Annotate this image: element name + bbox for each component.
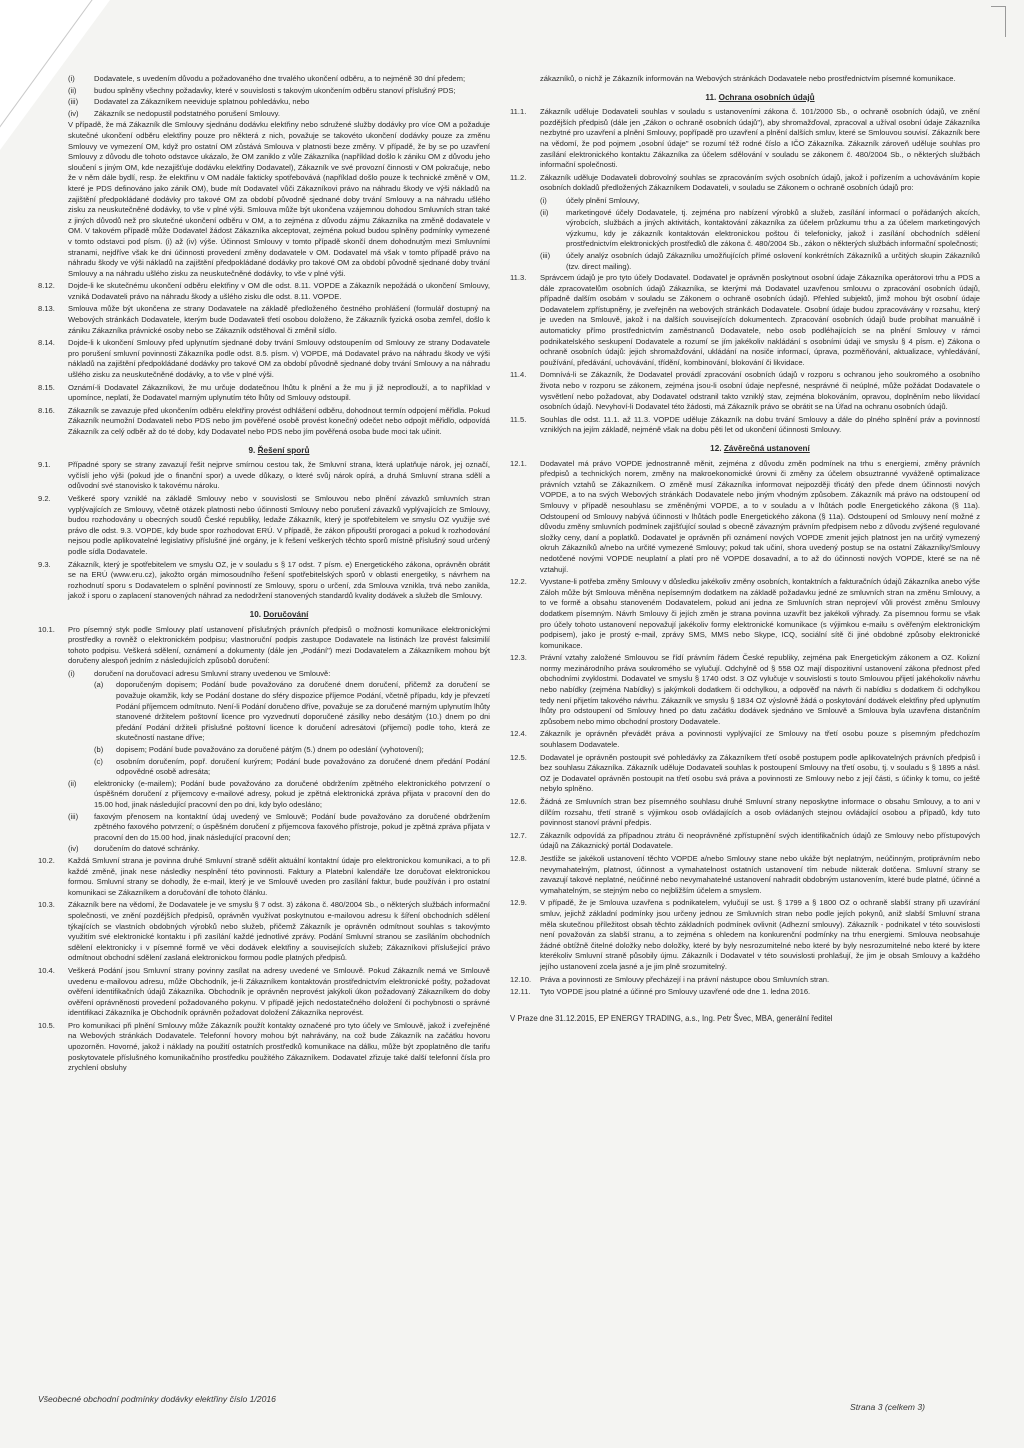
clause-text: doručení na doručovací adresu Smluvní strany uvedenou ve Smlouvě: xyxy=(94,668,331,678)
clause-item xyxy=(510,273,980,368)
clause-item xyxy=(38,900,490,964)
condition-item xyxy=(68,97,490,108)
clause-text: Každá Smluvní strana je povinna druhé Smluvní straně sdělit aktuální kontaktní údaje pro elektronickou komunikaci, a to při každé změně, jinak nese následky nesplnění této povinnosti. Faktury a Platební kalendáře lze doručovat elektronickou formou. Smluvní strany se dohodly, že e-mail, který je ve Smlouvě uveden pro zasílání faktur, bude používán i pro ostatní komunikaci se Zákazníkem a doručování dle tohoto článku. xyxy=(68,855,490,897)
section-number: 9. xyxy=(248,445,256,455)
clause-number: 12.10. xyxy=(510,974,532,984)
clause-number: (i) xyxy=(68,668,75,678)
clause-item xyxy=(38,338,490,380)
clause-item xyxy=(38,304,490,336)
clause-item xyxy=(38,281,490,302)
section-number: 12. xyxy=(710,444,722,453)
clause-number: 9.2. xyxy=(38,493,51,503)
clause-text: účely plnění Smlouvy, xyxy=(566,195,640,205)
clause-number: 11.1. xyxy=(510,107,527,117)
clause-number: 10.4. xyxy=(38,965,55,975)
clause-number: 8.14. xyxy=(38,338,55,348)
delivery-method xyxy=(68,779,490,811)
consent-purpose xyxy=(540,196,980,207)
clause-number: 8.16. xyxy=(38,405,55,415)
clause-text: Dojde-li k ukončení Smlouvy před uplynutím sjednané doby trvání Smlouvy odstoupením od Smlouvy ze strany Dodavatele pro porušení smluvní povinnosti Zákazníka podle odst. 8.5. písm. v) VOPDE, má Dodavatel právo na náhradu škody ve výši nákladů na zajištění předpokládané dodávky pro takové OM za období původně sjednané doby trvání Smlouvy a na náhradu ušlého zisku za neuskutečněné dodávky, a to vše v plné výši. xyxy=(68,338,490,380)
clause-number: (iii) xyxy=(540,250,551,260)
clause-text: faxovým přenosem na kontaktní údaj uvedený ve Smlouvě; Podání bude považováno za doručené obdržením zpětného faxového potvrzení; o úspěšném doručení z přijemcova faxového přístroje, pokud je zpětná zpráva přijata v pracovní den do 15.00 hod, jinak následující pracovní den; xyxy=(94,811,490,842)
clause-text: Jestliže se jakékoli ustanovení těchto VOPDE a/nebo Smlouvy stane nebo ukáže být neplatným, neúčinným, protiprávním nebo nevymahatelným, platnost, účinnost a vymahatelnost ostatních ustanovení tím nebude nikterak dotčena. Smluvní strany se zavazují takové neplatné, neúčinné nebo nevymahatelné ustanovení nahradit obdobným ustanovením, které bude platné, účinné a vymahatelným, se stejným nebo co nejbližším účelem a smyslem. xyxy=(540,853,980,895)
clause-number: 12.3. xyxy=(510,653,527,663)
clause-item xyxy=(510,370,980,412)
clause-text: Dodavatele, s uvedením důvodu a požadovaného dne trvalého ukončení odběru, a to nejméně 30 dní předem; xyxy=(94,74,466,83)
clause-number: 12.1. xyxy=(510,458,527,468)
clause-text: Dojde-li ke skutečnému ukončení odběru elektřiny v OM dle odst. 8.11. VOPDE a Zákazník nepožádá o ukončení Smlouvy, vzniká Dodavateli právo na náhradu škody a ušlého zisku dle odst. 8.11. VOPDE. xyxy=(68,281,490,301)
clause-text: účely analýz osobních údajů Zákazníku umožňujících přímé oslovení konkrétních Zákazníků a určitých skupin Zákazníků (tzv. direct mailing). xyxy=(566,250,980,271)
clause-number: 9.1. xyxy=(38,460,51,470)
condition-item xyxy=(68,86,490,97)
section-number: 10. xyxy=(249,609,262,619)
clause-item xyxy=(38,406,490,438)
clause-item xyxy=(510,415,980,436)
clause-item xyxy=(510,797,980,829)
condition-item xyxy=(68,74,490,85)
clause-item xyxy=(38,383,490,404)
clause-text: Dodavatel má právo VOPDE jednostranně měnit, zejména z důvodu změn podmínek na trhu s energiemi, změny právních předpisů a technických norem, změny na makroekonomické úrovni či změny za účelem obsuztranné vyváženě optimalizace právních vztahů se Zákazníkem. O změně musí Zákazníka informovat nejpozději třicátý den přede dnem účinnosti nových VOPDE, a to na svých Webových stránkách Dodavatele nebo jiným vhodným způsobem. Zákazník má právo na odstoupení od Smlouvy v případě nesouhlasu se změněnými VOPDE, a to v souladu a v lhůtách podle Energetického zákona (§ 11a). Odstoupení od Smlouvy nabývá účinnosti v lhůtách podle Energetického zákona (§ 11a). Odstoupení od Smlouvy není možné z důvodu změny smluvních podmínek zajišťující soulad s obecně závazným právním předpisem nebo z důvodu zvýšené regulované složky ceny, daní a poplatků. Dodavatel je oprávněn při oznámení nových VOPDE zmenit jejich platnost jen na určitý vymezený okruh Zákazníků a/nebo na určité vymezené Smlouvy; pokud tak učiní, shora uvedený postup se na ostatní Zákazníky/Smlouvy nedotčené novými VOPDE neuplatní a platí pro ně VOPDE dosavadní, a to až do účinnosti nových VOPDE, které se na ně vztahují. xyxy=(540,458,980,574)
clause-item xyxy=(510,831,980,852)
clause-text: Zákazník bere na vědomí, že Dodavatele je ve smyslu § 7 odst. 3) zákona č. 480/2004 Sb., o některých službách informační společnosti, ve znění pozdějších předpisů, oprávněn využívat poskytnutou e-mailovou adresu k šíření obchodních sdělení týkajících se vlastních obdobných výrobků nebo služeb, přičemž Zákazník je oprávněn odmítnout souhlas s takovýmto využitím své elektronické kontaktu i při zasílání každé jednotlivé zprávy. Podání Smluvní stranou se zasíláním obchodních sdělení elektronicky i v písemné formě ve věci dodávek elektřiny a souvisejících služeb; Zákazníkovi příslušející právo odmítnout obchodní sdělení zaslaná elektronickou formou podle platných předpisů. xyxy=(68,900,490,963)
clause-text: dopisem; Podání bude považováno za doručené pátým (5.) dnem po odeslání (vyhotovení); xyxy=(116,745,424,755)
clause-text: V případě, že je Smlouva uzavřena s podnikatelem, vylučují se ust. § 1799 a § 1800 OZ o ochraně slabší strany při uzavírání smluv, jejichž základní podmínky jsou určeny jednou ze Smluvních stran nebo podle jejích pokynů, aniž slabší Smluvní strana měla skutečnou příležitost obsah těchto základních podmínek ovlivnit (Adhezní smlouvy). Zákazník - podnikatel v této souvislosti není považován za slabší stranu, a to zejména s ohledem na konkurenční podmínky na trhu energiemi. Smlouva neobsahuje žádné obtížně čitelné doložky nebo doložky, které by byly nesrozumitelné nebo které by byly nesrozumitelné nebo které by ktere kterékoliv Smluvní straně působily újmu. Zákazník i Dodavatel v této souvislosti prohlašují, že jim je obsah Smlouvy a každého jejího ustanovení zcela jasné a je jim plně srozumitelný. xyxy=(540,898,980,971)
clause-text: Zákazník uděluje Dodavateli souhlas v souladu s ustanoveními zákona č. 101/2000 Sb., o ochraně osobních údajů, ve znění pozdějších předpisů (dále jen „Zákon o ochraně osobních údajů"), aby shromažďoval, zpracoval a užíval osobní údaje Zákazníka nezbytné pro uzavření a plnění Smlouvy, popřípadě pro uzavření a plnění dalších smluv, které se Smlouvou souvisí. Zákazník bere na vědomí, že pod pojmem „osobní údaje" se rozumí též rodné číslo a IČO Zákazníka. Zákazník zároveň uděluje souhlas pro zasílání elektronického kontaktu Zákazníka za účelem sdělování v souladu se zákonem č. 480/2004 Sb., o některých službách informační společnosti. xyxy=(540,107,980,170)
clause-item xyxy=(510,577,980,651)
clause-number: (a) xyxy=(94,680,104,690)
clause-text: Dodavatel za Zákazníkem neeviduje splatnou pohledávku, nebo xyxy=(94,97,310,107)
clause-text: Oznámí-li Dodavatel Zákazníkovi, že mu určuje dodatečnou lhůtu k plnění a že mu ji již neprodlouží, a to například v upomínce, neplatí, že Dodavatel marným uplynutím této lhůty od Smlouvy odstoupil. xyxy=(68,382,490,403)
clause-item xyxy=(38,460,490,492)
clause-text: Pro komunikaci při plnění Smlouvy může Zákazník použít kontakty označené pro tyto účely ve Smlouvě, jakož i zveřejněné na Webových stránkách Dodavatele. Telefonní hovory mohou být nahrávány, na což bude Zákazník na začátku hovoru upozorněn. Hovorné, jakož i náklady na použití ostatních prostředků komunikace na dálku, může být zpoplatněno dle tarifu poskytovatele příslušného komunikačního prostředku použitého Zákazníkem. Dodavatel zřizuje také další telefonní čísla pro zrychlení obsluhy xyxy=(68,1020,490,1073)
section-heading-9 xyxy=(68,446,490,457)
clause-text: Práva a povinnosti ze Smlouvy přecházejí i na právní nástupce obou Smluvních stran. xyxy=(540,974,830,984)
delivery-method xyxy=(68,844,490,855)
clause-item xyxy=(510,753,980,795)
scan-corner-mark xyxy=(991,6,1006,37)
clause-text: Dodavatel je oprávněn postoupit své pohledávky za Zákazníkem třetí osobě postupem podle aplikovatelných právních předpisů i bez souhlasu Zákazníka. Zákazník uděluje Dodavateli souhlas k postoupení Smlouvy na třetí osobu, tj. v souladu s § 1895 a násl. OZ je Dodavatel oprávněn postoupit na třetí osobu svá práva a povinnosti ze Smlouvy nebo z její části, s účinky k tomu, co ještě nebylo splněno. xyxy=(540,752,980,794)
clause-text: Zákazník odpovídá za případnou ztrátu či neoprávněné zpřístupnění svých identifikačních údajů ze Smlouvy nebo přístupových údajů na Zákaznický portál Dodavatele. xyxy=(540,830,980,851)
clause-number: 10.2. xyxy=(38,855,55,865)
clause-item xyxy=(510,107,980,171)
clause-number: 12.7. xyxy=(510,830,527,840)
delivery-submethod xyxy=(94,680,490,744)
clause-text: Veškerá Podání jsou Smluvní strany povinny zasílat na adresy uvedené ve Smlouvě. Pokud Zákazník nemá ve Smlouvě uvedenu e-mailovou adresu, může Obchodník, je-li Zákazníkem kontaktován prostřednictvím elektronické pošty, požadovat ověření identifikačních údajů Zákazníka. Obchodník je oprávněn neprovést jakýkoli úkon požadovaný Zákazníkem do doby ověření oprávněnosti provedení požadovaného pokynu. V případě jejich nedostatečného doložení či pochybnosti o správné identifikaci Zákazníka je Obchodník oprávněn požadovat doložení Zákazníka neprovést. xyxy=(68,965,490,1018)
clause-text: osobním doručením, popř. doručení kurýrem; Podání bude považováno za doručené dnem předání Podání odpovědné osobě adresáta; xyxy=(116,756,490,777)
delivery-submethod xyxy=(94,757,490,778)
clause-item xyxy=(38,856,490,898)
clause-number: 8.13. xyxy=(38,304,55,314)
clause-number: (iii) xyxy=(68,811,79,821)
clause-item xyxy=(510,173,980,194)
clause-text: Domnívá-li se Zákazník, že Dodavatel provádí zpracování osobních údajů v rozporu s ochranou jeho soukromého a osobního života nebo v rozporu se zákonem, zejména jsou-li osobní údaje nepřesné, nesprávné či neúplné, může požádat Dodavatele o vysvětlení nebo požadovat, aby Dodavatel odstranil takto vzniklý stav, zejména blokováním, opravou, doplněním nebo likvidací osobních údajů. Nevyhoví-li Dodavatel této žádosti, má Zákazník právo se obrátit se na Úřad na ochranu osobních údajů. xyxy=(540,370,980,412)
clause-text: Tyto VOPDE jsou platné a účinné pro Smlouvy uzavřené ode dne 1. ledna 2016. xyxy=(540,987,811,997)
delivery-method xyxy=(68,812,490,844)
clause-text: Případné spory se strany zavazují řešit nejprve smírnou cestou tak, že Smluvní strana, která uplatňuje nárok, jej označí, vyčíslí jeho výši (pokud jde o finanční spor) a uvede důkazy, o které svůj nárok opírá, a druhá Smluvní strana sdělí a odůvodní své stanovisko k takovému nároku. xyxy=(68,460,490,491)
clause-number: (iii) xyxy=(68,97,79,107)
clause-text: Zákazník se nedopustil podstatného porušení Smlouvy. xyxy=(94,108,281,118)
clause-paragraph: V případě, že má Zákazník dle Smlouvy sjednánu dodávku elektřiny nebo sdružené služby dodávky pro více OM a požaduje skutečné ukončení odběru elektřiny pouze pro některá z nich, považuje se takovéto ukončení dodávky pouze za změnu Smlouvy ve vymezení OM, když pro ostatní OM zůstává Smlouva v platnosti beze změny. V případě, že by se po uzavření Smlouvy z důvodu dle tohoto odstavce ukázalo, že OM zaniklo z vůle Zákazníka (například došlo k zániku OM z důvodu jeho sloučení s jiným OM, kde nezajišťuje dodávku elektřiny Dodavatel), Zákazník ve své provozní činnosti v OM pokračuje, nebo že v něm dále bydlí, resp. že elektřinu v OM nadále fakticky spotřebovává (například došlo pouze k technické změně v OM, které je PDS definováno jako zánik OM), bude mít Dodavatel vůči Zákazníkovi právo na náhradu škody ve výši nákladů na zajištění předpokládané dodávky pro takové OM za období původně sjednané doby trvání Smlouvy a na náhradu ušlého zisku za neuskutečněné dodávky, to vše v plné výši. Smlouva může být ukončena vzájemnou dohodou Smluvních stran také z jiných důvodů než pro skutečné ukončení odběru v OM, a to zejména z důvodu zájmu Zákazníka na změně dodavatele v OM. V takovém případě může Dodavatel žádost Zákazníka akceptovat, zejména pokud budou splněny podmínky vymezené v tomto odstavci pod písm. (i) až (iv) výše. Účinnost Smlouvy v tomto případě skončí dnem dohodnutým mezi Smluvními stranami, nejdříve však ke dni účinnosti provedení změny dodavatele v OM. Dodavatel má však v tomto případě právo na náhradu škody ve výši nákladů na zajištění předpokládané dodávky pro takové OM za období původně sjednané doby trvání Smlouvy a na náhradu ušlého zisku za neuskutečněné dodávky, to vše v plné výši. xyxy=(68,120,490,278)
right-column xyxy=(510,74,980,1024)
clause-number: (ii) xyxy=(540,207,549,217)
clause-number: 9.3. xyxy=(38,559,51,569)
section-title: Řešení sporů xyxy=(257,445,310,455)
section-heading-12 xyxy=(540,444,980,455)
clause-number: (ii) xyxy=(68,778,77,788)
clause-number: (ii) xyxy=(68,85,77,95)
left-column xyxy=(38,74,490,1076)
clause-item xyxy=(38,560,490,602)
clause-number: 11.2. xyxy=(510,172,527,182)
clause-number: (iv) xyxy=(68,108,79,118)
clause-number: 8.12. xyxy=(38,281,55,291)
clause-number: 12.4. xyxy=(510,729,527,739)
clause-number: 10.5. xyxy=(38,1020,55,1030)
consent-purpose xyxy=(540,251,980,272)
clause-number: (c) xyxy=(94,756,103,766)
clause-number: (iv) xyxy=(68,844,79,854)
clause-paragraph: zákazníků, o nichž je Zákazník informován na Webových stránkách Dodavatele nebo prostřednictvím písemné komunikace. xyxy=(540,74,956,83)
clause-text: doporučeným dopisem; Podání bude považováno za doručené dnem doručení, přičemž za doručení se považuje okamžik, kdy se Podání dostane do sféry dispozice příjemce Podání, včetně případu, kdy je převzetí Podání příjemcem odmítnuto. Není-li Podání doručeno dříve, považuje se za doručené marným uplynutím lhůty stanovené držitelem poštovní licence pro vyzvednutí doporučené zásilky nebo desátým (10.) dnem po dni předání Podání držiteli příslušné poštovní licence k doručení adresátovi (přijemci) podle toho, která ze skutečností nastane dříve; xyxy=(116,680,490,743)
condition-item xyxy=(68,109,490,120)
clause-text: Zákazník, který je spotřebitelem ve smyslu OZ, je v souladu s § 17 odst. 7 písm. e) Energetického zákona, oprávněn obrátit se na ERÚ (www.eru.cz), jakožto orgán mimosoudního řešení spotřebitelských sporů v oblasti energetiky, s návrhem na rozhodnutí sporu s Dodavatelem o splnění povinností ze Smlouvy, sporu o určení, zda Smlouva vznikla, trvá nebo zanikla, jakož i sporu o zaplacení stanovených náhrad za nedodržení stanovených standardů kvality dodávek a služeb dle Smlouvy. xyxy=(68,559,490,601)
clause-text: elektronicky (e-mailem); Podání bude považováno za doručené obdržením zpětného elektronického potvrzení o úspěšném doručení z přijemcovy e-mailové adresy, pokud je zpětná elektronická zpráva přijata v pracovní den do 15.00 hod, jinak následující pracovní den po dni, kdy bylo odesláno; xyxy=(94,778,490,809)
clause-item xyxy=(510,854,980,896)
section-heading-10 xyxy=(68,610,490,621)
clause-text: Pro písemný styk podle Smlouvy platí ustanovení příslušných právních předpisů o možnosti komunikace elektronickými prostředky a rovněž o elektronickém podpisu; vlastnoruční podpis zastupce Dodavatele na listinách lze provést faksimilií tohoto podpisu. Veškerá sdělení, oznámení a dokumenty (dále jen „Podání") mezi Dodavatelem a Zákazníkem mohou být doručeny alespoň jedním z následujících způsobů doručení: xyxy=(68,624,490,666)
clause-text: doručením do datové schránky. xyxy=(94,844,200,854)
section-title: Závěrečná ustanovení xyxy=(723,444,810,453)
clause-item xyxy=(510,459,980,576)
document-footer-title: Všeobecné obchodní podmínky dodávky elektřiny číslo 1/2016 xyxy=(38,1394,276,1404)
clause-number: 12.6. xyxy=(510,797,527,806)
clause-number: 10.1. xyxy=(38,624,55,634)
clause-text: budou splněny všechny požadavky, které v souvislosti s takovým ukončením odběru stanoví příslušný PDS; xyxy=(94,85,456,95)
clause-text: Vyvstane-li potřeba změny Smlouvy v důsledku jakékoliv změny osobních, kontaktních a fakturačních údajů Zákazníka anebo výše Záloh může být Smlouva měněna nepísemným dodatkem na základě požadavku jedné ze smluvních stran na změnu Smlouvy, a to ve formě a obsahu stanoveném Dodavatelem, pokud ani jedna ze Smluvních stran neprojeví vůli provést změnu Smlouvy dodatkem písemným. Návrh Smlouvy či jejích změn je strana povinna uzavřít bez jakékoli výhrady. Za písemnou formu se však pro účely tohoto ustanovení nepovažují jakékoliv formy elektronické komunikace (s výjimkou e-mailu s ověřeným elektronickým podpisem), jako je prostý e-mail, zprávy SMS, MMS nebo Skype, ICQ, sociální sítě či jiné obdobné způsoby elektronické komunikace. xyxy=(540,577,980,650)
clause-item xyxy=(38,966,490,1019)
section-title: Ochrana osobních údajů xyxy=(718,92,815,102)
signature-line: V Praze dne 31.12.2015, EP ENERGY TRADING, a.s., Ing. Petr Švec, MBA, generální ředitel xyxy=(510,1013,833,1023)
clause-item xyxy=(510,653,980,727)
clause-text: Právní vztahy založené Smlouvou se řídí právním řádem České republiky, zejména pak Energetickým zákonem a OZ. Kolizní normy mezinárodního práva soukromého se vylučují. Odchylně od § 558 OZ mají dispozitivní ustanovení zákona přednost před obchodními zvyklostmi. Dodavatel ve smyslu § 1740 odst. 3 OZ vylučuje v souvislosti s touto Smlouvou přijetí jakéhokoliv návrhu nebo nabídky (zejména Nabídky) s jakýmkoli dodatkem či odchylkou, a odpověď na návrh či nabídku s dodatkem či odchylkou tedy není přijetím takového návrhu. Zákazník ve smyslu § 1834 OZ výslovně žádá o poskytování dodávek elektřiny před uplynutím lhůty pro odstoupení od Smlouvy hned po datu začátku dodávek sjednáno ve Smlouvě a Smlouva byla uzavřena distančním způsobem nebo mimo obchodní prostory Dodavatele. xyxy=(540,653,980,726)
clause-item xyxy=(38,625,490,667)
clause-text: marketingové účely Dodavatele, tj. zejména pro nabízení výrobků a služeb, zasílání informací o pořádaných akcích, výrobcích, službách a jiných aktivitách, kontaktování zákazníka za účelem průzkumu trhu a za účelem marketingových výzkumu, kdy je zákazník kontaktován elektronickou poštou či telefonicky, jakož i zasílání obchodních sdělení prostřednictvím elektronických prostředků dle zákona č. 480/2004 Sb., zákon o některých službách informační společnosti; xyxy=(566,207,980,249)
clause-text: Veškeré spory vzniklé na základě Smlouvy nebo v souvislosti se Smlouvou nebo plnění závazků smluvních stran vyplývajících ze Smlouvy, včetně otázek platnosti nebo účinnosti Smlouvy nebo porušení závazků vyplývajících ze Smlouvy, budou rozhodovány u obecných soudů České republiky, ledaže Zákazník, který je spotřebitelem ve smyslu OZ využije své právo dle odst. 9.3. VOPDE, kdy bude spor rozhodovat ERÚ. V případě, že zákon připouští prorogaci a pokud k rozhodování nejsou podle aplikovatelné legislativy příslušné jiné orgány, je k řešení veškerých těchto sporů místně příslušný soud určený podle sídla Dodavatele. xyxy=(68,493,490,556)
section-heading-11 xyxy=(540,93,980,104)
clause-number: 12.9. xyxy=(510,898,527,908)
clause-number: 12.2. xyxy=(510,577,527,587)
clause-text: Souhlas dle odst. 11.1. až 11.3. VOPDE uděluje Zákazník na dobu trvání Smlouvy a dále do plného splnění práv a povinností vzniklých na jejím základě, nejméně však na dobu pěti let od ukončení účinnosti Smlouvy. xyxy=(540,414,980,435)
clause-number: 11.5. xyxy=(510,414,527,424)
clause-number: 11.3. xyxy=(510,273,527,283)
delivery-method xyxy=(68,669,490,680)
clause-text: Správcem údajů je pro tyto účely Dodavatel. Dodavatel je oprávněn poskytnout osobní údaje Zákazníka operátorovi trhu a PDS a dále zpracovatelům osobních údajů Zákazníka, se kterými má Dodavatel uzavřenou smlouvu o zpracování osobních údajů, případně dalším osobám v souladu se Zákonem o ochraně osobních údajů. Přehled subjektů, jimž mohou být osobní údaje Dodavatelem zpřístupněny, je zveřejněn na webových stránkách Dodavatele. Osobní údaje budou zpracovávány v rozsahu, který je uveden na Smlouvě, jakož i na dalších souvisejících dokumentech. Zpracování osobních údajů bude probíhat manuálně i automaticky přímo prostřednictvím zaměstnanců Dodavatele, nebo osob podléhajících se na plnění Smlouvy v rámci podnikatelského seskupení Dodavatele a rozumí se jím jakékoliv nakládání s osobními údaji ve smyslu § 4 písm. e) Zákona o ochraně osobních údajů: jejich shromažďování, ukládání na nosiče informací, úprava, pozměňování, aktualizace, vyhledávání, používání, předávání, uchovávání, třídění, kombinování, blokování či likvidace. xyxy=(540,273,980,367)
clause-number: (i) xyxy=(540,195,547,205)
clause-number: (b) xyxy=(94,745,104,755)
clause-item xyxy=(38,1021,490,1074)
clause-text: Zákazník je oprávněn převádět práva a povinnosti vyplývající ze Smlouvy na třetí osobu pouze s písemným předchozím souhlasem Dodavatele. xyxy=(540,729,980,750)
clause-item xyxy=(510,987,980,998)
consent-purpose xyxy=(540,208,980,250)
clause-text: Zákazník uděluje Dodavateli dobrovolný souhlas se zpracováním svých osobních údajů, jakož i pořízením a uchováváním kopie osobních dokladů předložených Zákazníkem Dodavateli, v souladu se Zákonem o ochraně osobních údajů pro: xyxy=(540,172,980,193)
clause-text: Smlouva může být ukončena ze strany Dodavatele na základě předloženého čestného prohlášení (formulář dostupný na Webových stránkách Dodavatele, kterým bude Dodavateli třetí osobou doloženo, že Zákazník fyzická osoba zemřel, došlo k zániku Zákazníka právnické osoby nebo se Zákazník odstěhoval či změnil sídlo. xyxy=(68,304,490,335)
clause-number: 11.4. xyxy=(510,370,527,380)
page-number: Strana 3 (celkem 3) xyxy=(850,1402,925,1412)
clause-number: 12.8. xyxy=(510,853,527,863)
section-number: 11. xyxy=(705,92,717,102)
clause-text: Žádná ze Smluvních stran bez písemného souhlasu druhé Smluvní strany neposkytne informace o obsahu Smlouvy, a to ani v dílčím rozsahu, třetí straně s výjimkou osob ovládajících a osob ovládaných stejnou ovládající osobou a případů, kdy tuto povinnost stanoví právní předpis. xyxy=(540,797,980,828)
clause-text: Zákazník se zavazuje před ukončením odběru elektřiny provést odhlášení odběru, dohodnout termín odpojení měřidla. Pokud Zákazník neumožní Dodavateli nebo PDS nebo jim pověřené osobě provést konečný odečet nebo odpojit měřidlo, odpovídá Zákazník za celý odběr až do té doby, kdy Dodavatel nebo PDS nebo jím pověřená osoba bude moci tak učinit. xyxy=(68,405,490,436)
clause-item xyxy=(510,975,980,986)
delivery-submethod xyxy=(94,745,490,756)
section-title: Doručování xyxy=(263,609,309,619)
clause-item xyxy=(510,898,980,972)
clause-number: 12.5. xyxy=(510,752,527,762)
clause-number: 10.3. xyxy=(38,900,55,910)
clause-number: (i) xyxy=(68,74,75,83)
clause-number: 12.11. xyxy=(510,987,531,997)
clause-number: 8.15. xyxy=(38,382,55,392)
clause-item xyxy=(38,494,490,558)
clause-item xyxy=(510,729,980,750)
